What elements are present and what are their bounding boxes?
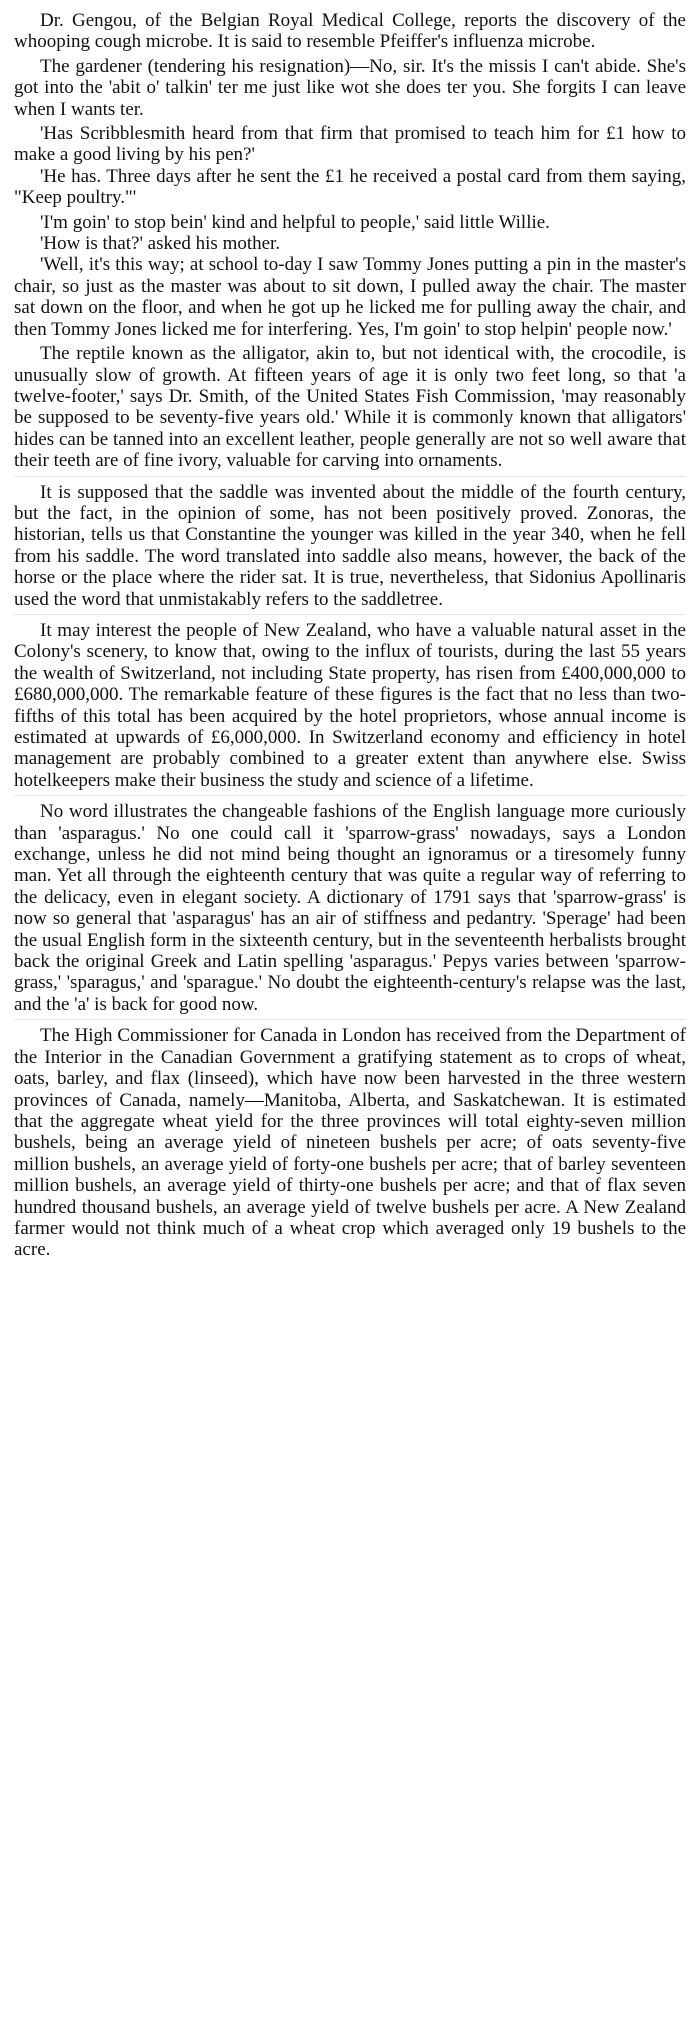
paragraph-whooping-cough: Dr. Gengou, of the Belgian Royal Medical College, reports the discovery of the whooping cough microbe. It is said to resemble Pfeiffer's influenza microbe. (14, 10, 686, 53)
paragraph-scribblesmith-question: 'Has Scribblesmith heard from that firm that promised to teach him for £1 how to make a good living by his pen?' (14, 123, 686, 166)
paragraph-alligator: The reptile known as the alligator, akin to, but not identical with, the crocodile, is unusually slow of growth. At fifteen years of age it is only two feet long, so that 'a twelve-footer,' says Dr. Smith, of the United States Fish Commission, 'may reasonably be supposed to be seventy-five years old.' While it is commonly known that alligators' hides can be tanned into an excellent leather, people generally are not so well aware that their teeth are of fine ivory, valuable for carving into ornaments. (14, 343, 686, 472)
paragraph-willie-mother: 'How is that?' asked his mother. (40, 233, 281, 255)
column-divider (14, 476, 686, 477)
paragraph-willie-story: 'Well, it's this way; at school to-day I saw Tommy Jones putting a pin in the master's chair, so just as the master was about to sit down, I pulled away the chair. The master sat down on the floor, and when he got up he licked me for pulling away the chair, and then Tommy Jones licked me for interfering. Yes, I'm goin' to stop helpin' people now.' (14, 254, 686, 340)
paragraph-scribblesmith-answer: 'He has. Three days after he sent the £1 he received a postal card from them saying, "Keep poultry."' (14, 165, 686, 209)
paragraph-willie-statement: 'I'm goin' to stop bein' kind and helpful to people,' said little Willie. (40, 211, 550, 233)
paragraph-asparagus: No word illustrates the changeable fashions of the English language more curiously than 'asparagus.' No one could call it 'sparrow-grass' nowadays, says a London exchange, unless he did not mind being thought an ignoramus or a tiresomely funny man. Yet all through the eighteenth century that was quite a regular way of referring to the delicacy, even in elegant society. A dictionary of 1791 says that 'sparrow-grass' is now so general that 'asparagus' has an air of stiffness and pedantry. 'Sperage' had been the usual English form in the sixteenth century, but in the seventeenth herbalists brought back the original Greek and Latin spelling 'asparagus.' Pepys varies between 'sparrow-grass,' 'sparagus,' and 'sparague.' No doubt the eighteenth-century's relapse was the last, and the 'a' is back for good now. (14, 801, 686, 1015)
column-divider (14, 1019, 686, 1020)
column-divider (14, 614, 686, 615)
column-divider (14, 795, 686, 796)
paragraph-switzerland: It may interest the people of New Zealand, who have a valuable natural asset in the Colony's scenery, to know that, owing to the influx of tourists, during the last 55 years the wealth of Switzerland, not including State property, has risen from £400,000,000 to £680,000,000. The remarkable feature of these figures is the fact that no less than two-fifths of this total has been acquired by the hotel proprietors, whose annual income is estimated at upwards of £6,000,000. In Switzerland economy and efficiency in hotel management are probably combined to a greater extent than anywhere else. Swiss hotelkeepers make their business the study and science of a lifetime. (14, 619, 686, 791)
paragraph-gardener: The gardener (tendering his resignation)—No, sir. It's the missis I can't abide. She's got into the 'abit o' talkin' ter me just like wot she does ter you. She forgits I can leave when I wants ter. (14, 55, 686, 120)
paragraph-canada-crops: The High Commissioner for Canada in London has received from the Department of the Interior in the Canadian Government a gratifying statement as to crops of wheat, oats, barley, and flax (linseed), which have now been harvested in the three western provinces of Canada, namely—Manitoba, Alberta, and Saskatchewan. It is estimated that the aggregate wheat yield for the three provinces will total eighty-seven million bushels, being an average yield of nineteen bushels per acre; of oats seventy-five million bushels, an average yield of forty-one bushels per acre; that of barley seventeen million bushels, an average yield of thirty-one bushels per acre; and that of flax seven hundred thousand bushels, an average yield of twelve bushels per acre. A New Zealand farmer would not think much of a wheat crop which averaged only 19 bushels to the acre. (14, 1025, 686, 1261)
paragraph-saddle: It is supposed that the saddle was invented about the middle of the fourth century, but the fact, in the opinion of some, has not been positively proved. Zonoras, the historian, tells us that Constantine the younger was killed in the year 340, when he fell from his saddle. The word translated into saddle also means, however, the back of the horse or the place where the rider sat. It is true, nevertheless, that Sidonius Apollinaris used the word that unmistakably refers to the saddletree. (14, 481, 686, 610)
